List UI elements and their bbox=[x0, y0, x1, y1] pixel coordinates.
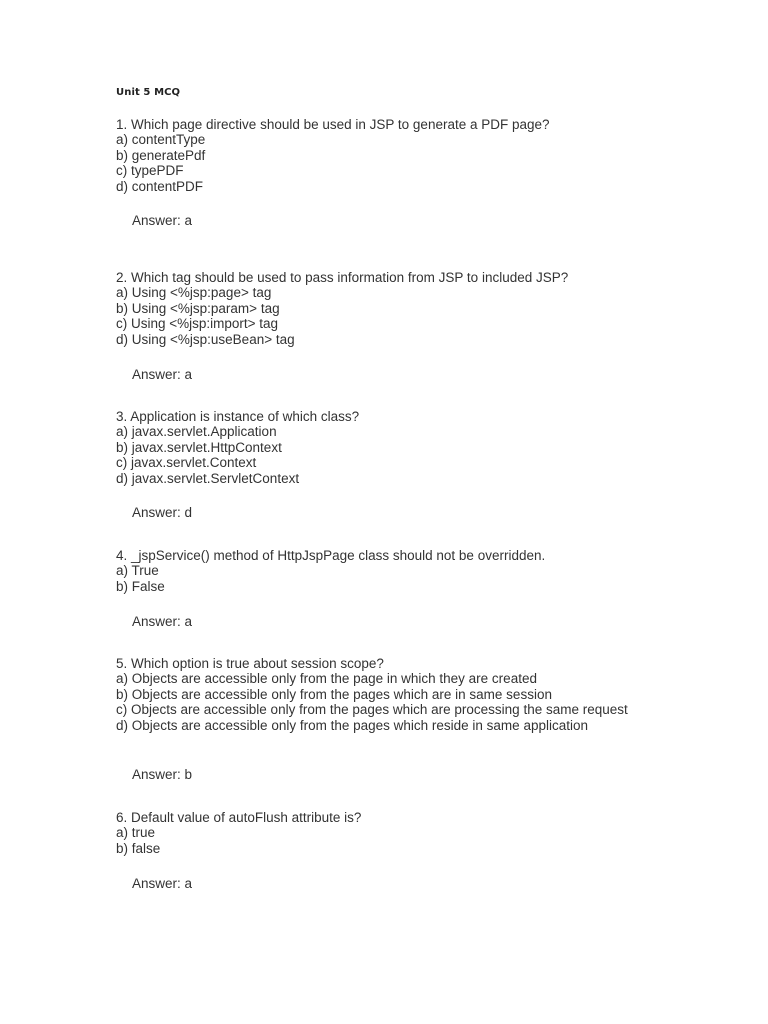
question-text: 3. Application is instance of which class? bbox=[116, 409, 360, 424]
option-a: a) Objects are accessible only from the page in which they are created bbox=[116, 671, 537, 687]
option-b: b) generatePdf bbox=[116, 147, 206, 163]
question-1 bbox=[116, 117, 636, 194]
question-3 bbox=[116, 409, 636, 486]
option-b: b) false bbox=[116, 840, 161, 856]
question-2 bbox=[116, 270, 636, 347]
question-5 bbox=[116, 656, 636, 733]
option-c: c) Objects are accessible only from the pages which are processing the same request bbox=[116, 702, 628, 718]
question-text: 2. Which tag should be used to pass information from JSP to included JSP? bbox=[116, 270, 569, 285]
option-b: b) Objects are accessible only from the pages which are in same session bbox=[116, 686, 552, 702]
option-c: c) typePDF bbox=[116, 163, 184, 179]
option-b: b) False bbox=[116, 578, 165, 594]
option-d: d) Objects are accessible only from the pages which reside in same application bbox=[116, 717, 588, 733]
question-6 bbox=[116, 810, 636, 856]
option-c: c) javax.servlet.Context bbox=[116, 455, 257, 471]
option-a: a) true bbox=[116, 825, 156, 841]
option-a: a) javax.servlet.Application bbox=[116, 424, 277, 440]
option-b: b) Using <%jsp:param> tag bbox=[116, 300, 280, 316]
question-4 bbox=[116, 548, 636, 594]
option-a: a) Using <%jsp:page> tag bbox=[116, 285, 272, 301]
answer-2: Answer: a bbox=[132, 367, 193, 382]
option-d: d) contentPDF bbox=[116, 178, 204, 194]
question-text: 5. Which option is true about session scope? bbox=[116, 656, 384, 671]
question-text: 1. Which page directive should be used in JSP to generate a PDF page? bbox=[116, 117, 550, 132]
option-d: d) Using <%jsp:useBean> tag bbox=[116, 331, 295, 347]
option-c: c) Using <%jsp:import> tag bbox=[116, 316, 279, 332]
option-a: a) contentType bbox=[116, 132, 206, 148]
document-title: Unit 5 MCQ bbox=[116, 87, 181, 98]
answer-6: Answer: a bbox=[132, 876, 193, 891]
answer-3: Answer: d bbox=[132, 505, 193, 520]
answer-4: Answer: a bbox=[132, 614, 193, 629]
question-text: 4. _jspService() method of HttpJspPage class should not be overridden. bbox=[116, 548, 546, 563]
option-a: a) True bbox=[116, 563, 159, 579]
option-d: d) javax.servlet.ServletContext bbox=[116, 470, 300, 486]
question-text: 6. Default value of autoFlush attribute is? bbox=[116, 810, 362, 825]
answer-5: Answer: b bbox=[132, 767, 193, 782]
option-b: b) javax.servlet.HttpContext bbox=[116, 439, 282, 455]
answer-1: Answer: a bbox=[132, 213, 193, 228]
